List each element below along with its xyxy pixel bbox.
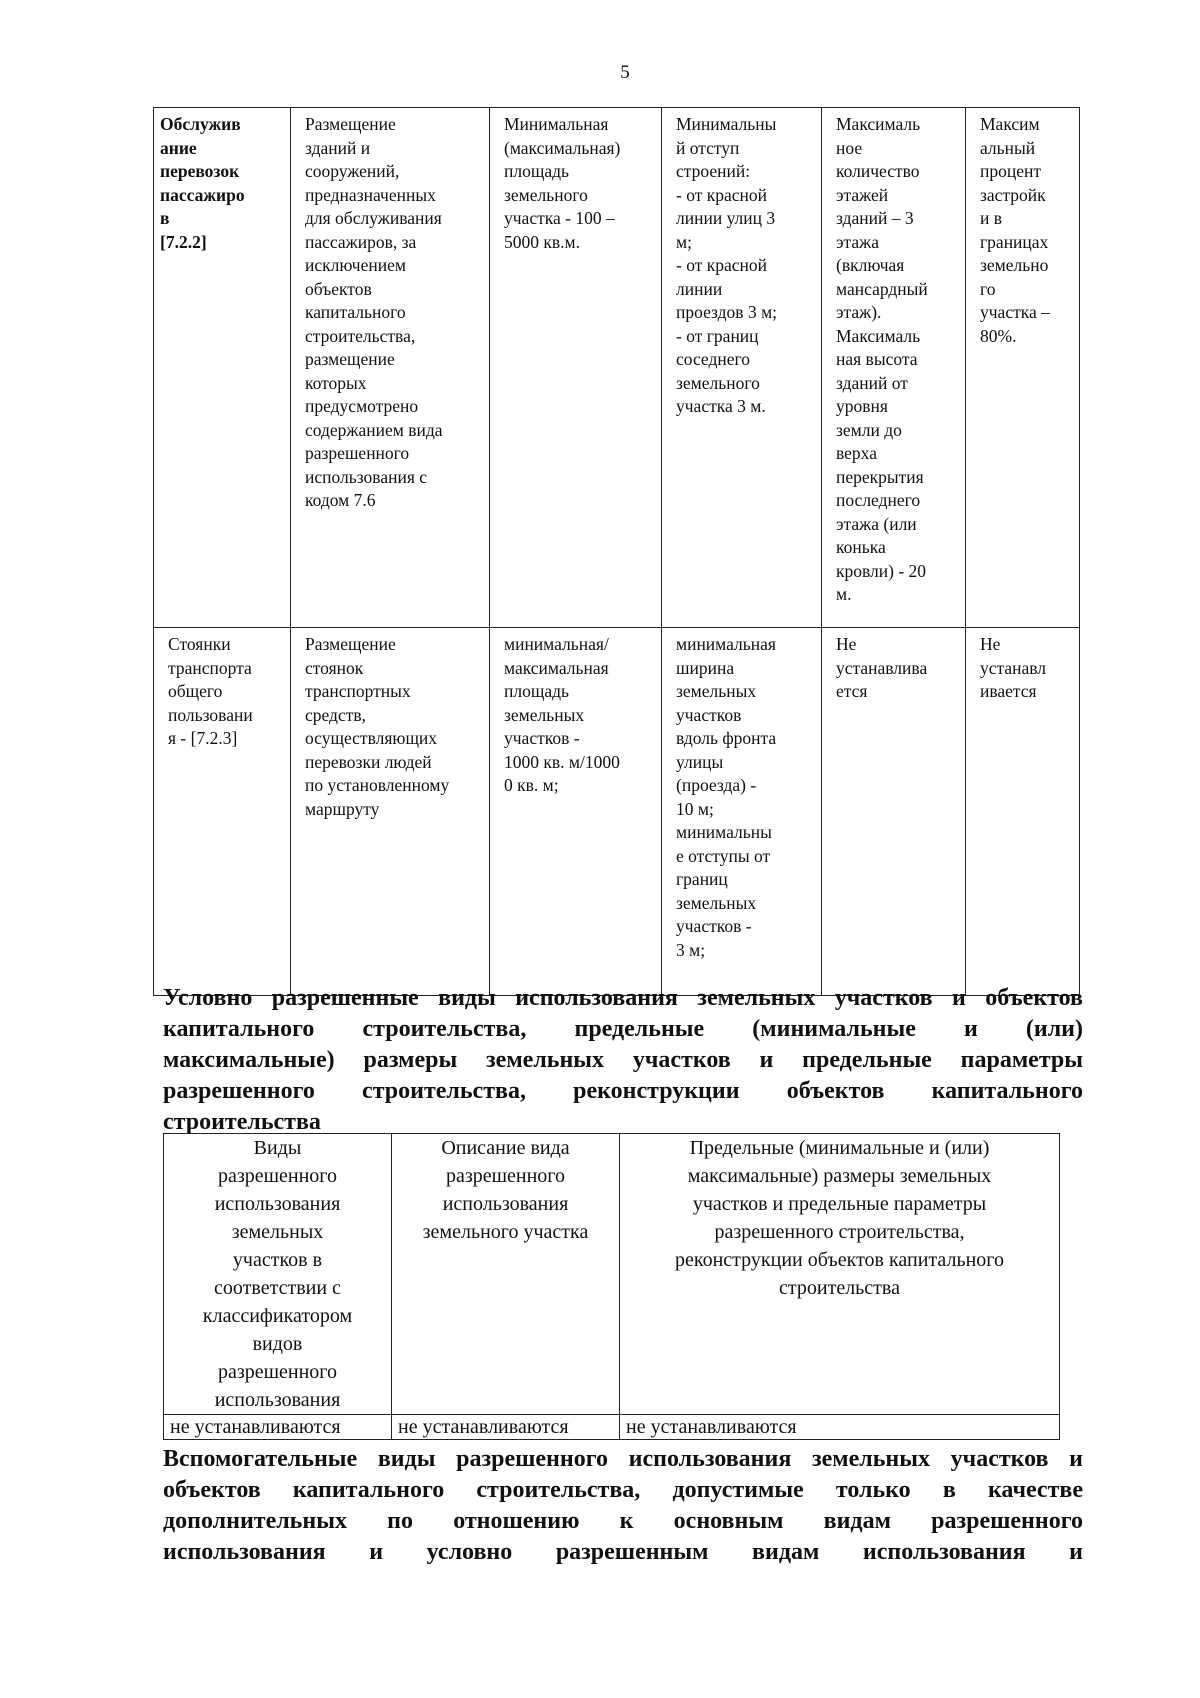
value-cell: не устанавливаются (392, 1415, 620, 1440)
floors-height-cell: Не устанавлива ется (822, 628, 966, 996)
value-cell: не устанавливаются (164, 1415, 392, 1440)
table-row (154, 628, 1080, 996)
header-parameters: Предельные (минимальные и (или) максимальные) размеры земельных участков и предельные параметры разрешенного строительства, реконструкции объектов капитального строительства (620, 1134, 1060, 1415)
value-cell: не устанавливаются (620, 1415, 1060, 1440)
conditional-uses-table (163, 1133, 1060, 1440)
page-number: 5 (620, 62, 630, 83)
table-row (164, 1415, 1060, 1440)
use-description-cell: Размещение стоянок транспортных средств, осуществляющих перевозки людей по установленному маршруту (291, 628, 490, 996)
auxiliary-uses-heading: Вспомогательные виды разрешенного использования земельных участков и объектов капитального строительства, допустимые только в качестве дополнительных по отношению к основным видам разрешенного использования и условно разрешенным видам использования и (163, 1446, 1083, 1565)
use-code-cell: Стоянки транспорта общего пользовани я - [7.2.3] (154, 628, 291, 996)
table-row (154, 108, 1080, 628)
main-permitted-uses-table (153, 107, 1080, 996)
floors-height-cell: Максималь ное количество этажей зданий – 3 этажа (включая мансардный этаж). Максималь ная высота зданий от уровня земли до верха перекрытия последнего этажа (или конька кровли) - 20 м. (822, 108, 966, 628)
use-code-cell: Обслужив ание перевозок пассажиро в [7.2.2] (154, 108, 291, 628)
plot-area-cell: минимальная/ максимальная площадь земельных участков - 1000 кв. м/1000 0 кв. м; (490, 628, 662, 996)
setback-cell: минимальная ширина земельных участков вдоль фронта улицы (проезда) - 10 м; минимальны е отступы от границ земельных участков - 3 м; (662, 628, 822, 996)
header-use-description: Описание вида разрешенного использования земельного участка (392, 1134, 620, 1415)
use-description-cell: Размещение зданий и сооружений, предназначенных для обслуживания пассажиров, за исключением объектов капитального строительства, размещение которых предусмотрено содержанием вида разрешенного использования с кодом 7.6 (291, 108, 490, 628)
setback-cell: Минимальны й отступ строений: - от красной линии улиц 3 м; - от красной линии проездов 3 м; - от границ соседнего земельного участка 3 м. (662, 108, 822, 628)
plot-area-cell: Минимальная (максимальная) площадь земельного участка - 100 – 5000 кв.м. (490, 108, 662, 628)
header-use-type: Виды разрешенного использования земельных участков в соответствии с классификатором видов разрешенного использования (164, 1134, 392, 1415)
coverage-cell: Максим альный процент застройк и в границах земельно го участка – 80%. (966, 108, 1080, 628)
coverage-cell: Не устанавл ивается (966, 628, 1080, 996)
table-header-row (164, 1134, 1060, 1415)
conditional-uses-heading: Условно разрешенные виды использования земельных участков и объектов капитального строительства, предельные (минимальные и (или) максимальные) размеры земельных участков и предельные параметры разрешенного строительства, реконструкции объектов капитального строительства (163, 985, 1083, 1135)
